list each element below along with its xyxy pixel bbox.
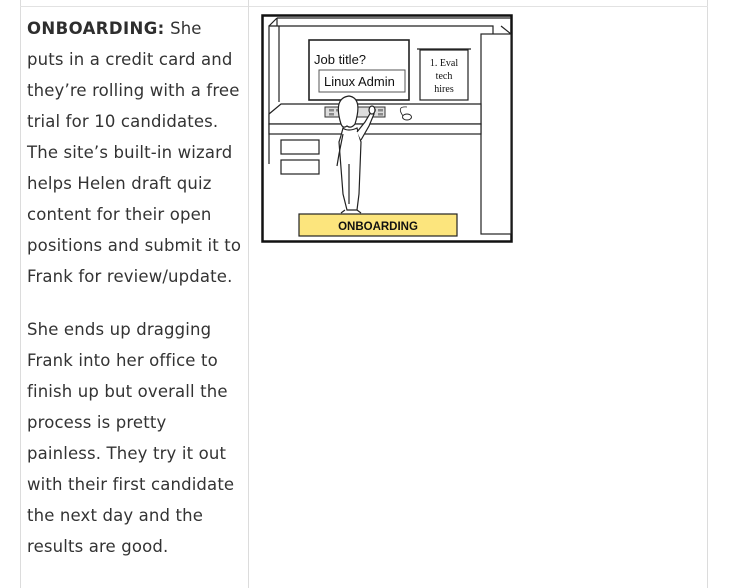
caption-text: ONBOARDING: [338, 221, 418, 233]
storage-cabinet: [481, 26, 511, 234]
story-paragraph-1: [27, 13, 242, 292]
screen-answer: Linux Admin: [324, 74, 395, 89]
note-line-3: hires: [434, 84, 454, 95]
column-divider: [248, 0, 249, 588]
mouse: [403, 114, 412, 120]
table-top-border: [20, 6, 708, 7]
comic-panel: [261, 14, 513, 243]
screen-question: Job title?: [314, 52, 367, 67]
note-line-2: tech: [435, 71, 453, 82]
note-line-1: 1. Eval: [429, 58, 459, 69]
story-paragraph-2: She ends up dragging Frank into her office to finish up but overall the process is pretty painless. They try it out with their first candidate the next day and the results are good.: [27, 320, 235, 556]
story-text-cell: [27, 13, 242, 584]
story-paragraph-1-body: She puts in a credit card and they’re rolling with a free trial for 10 candidates. The site’s built-in wizard helps Helen draft quiz content for their open positions and submit it to Frank for review/update.: [27, 19, 242, 286]
section-lead: ONBOARDING:: [27, 19, 165, 38]
